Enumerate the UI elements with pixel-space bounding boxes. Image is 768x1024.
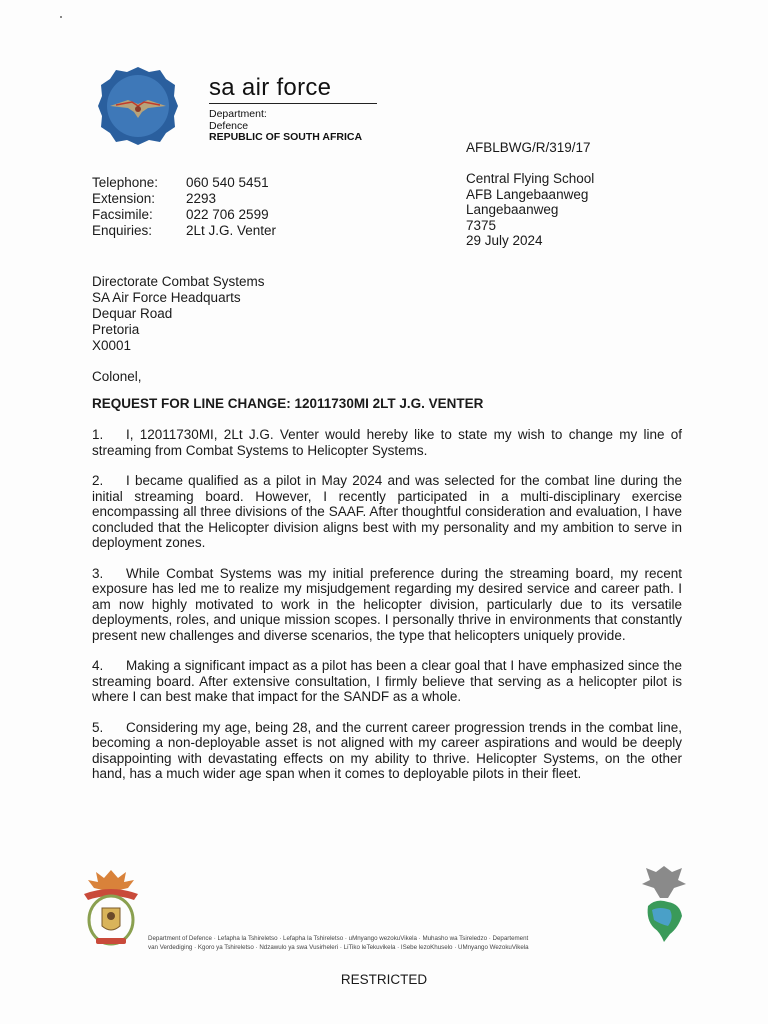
paragraph-number: 1. <box>92 427 104 442</box>
footer-departments <box>148 934 638 952</box>
paragraph-text: While Combat Systems was my initial preference during the streaming board, my recent exposure has led me to realize my misjudgement regarding my desired service and career path. I am now highly motivated to work in the helicopter division, particularly due to its versatile deployments, roles, and unique mission scopes. I personally thrive in environments that constantly present new challenges and diverse scenarios, the type that helicopters uniquely provide. <box>92 565 682 643</box>
paragraph-text: Making a significant impact as a pilot has been a clear goal that I have emphasized since the streaming board. After extensive consultation, I firmly believe that serving as a helicopter pilot is where I can best make that impact for the SANDF as a whole. <box>92 658 682 704</box>
classification-marking: RESTRICTED <box>340 972 428 987</box>
contact-row-facsimile <box>92 207 276 223</box>
sender-address <box>466 171 594 249</box>
contact-row-telephone <box>92 175 276 191</box>
footer-line: Department of Defence · Lefapha la Tshireletso · Lefapha la Tshireletso · uMnyango wezokuVikela · Muhasho wa Tsireledzo · Departement <box>148 935 529 942</box>
contact-label: Enquiries: <box>92 223 153 238</box>
department-name: Defence <box>209 119 249 132</box>
contact-value: 2293 <box>186 191 217 206</box>
address-line: SA Air Force Headquarts <box>92 290 241 305</box>
paragraph <box>92 720 682 782</box>
paragraph-text: I became qualified as a pilot in May 2024 and was selected for the combat line during the initial streaming board. However, I recently participated in a multi-disciplinary exercise encompassing all three divisions of the SAAF. After thoughtful consideration and evaluation, I have concluded that the Helicopter division aligns best with my personality and my ambition to serve in deployment zones. <box>92 473 682 550</box>
address-line: Dequar Road <box>92 306 173 321</box>
letter-body <box>92 427 682 797</box>
paragraph <box>92 427 682 458</box>
paragraph <box>92 473 682 551</box>
address-line: X0001 <box>92 338 132 353</box>
address-line: Directorate Combat Systems <box>92 274 265 289</box>
paragraph-text: Considering my age, being 28, and the current career progression trends in the combat line, becoming a non-deployable asset is not aligned with my career aspirations and would be deeply disappointing with devastating effects on my ability to thrive. Helicopter Systems, on the other hand, has a much wider age span when it comes to deployable pilots in their fleet. <box>92 719 682 781</box>
contact-label: Telephone: <box>92 175 159 190</box>
recipient-address <box>92 274 265 354</box>
coat-of-arms-icon <box>76 866 146 950</box>
eagle-emblem-icon <box>638 862 690 948</box>
contact-block <box>92 175 276 239</box>
letter-date: 29 July 2024 <box>466 233 543 248</box>
paragraph-number: 3. <box>92 565 104 581</box>
footer-line: van Verdediging · Kgoro ya Tshireletso · Ndzawulo ya swa Vusirheleri · LiTiko leTekuvikela · ISebe lezoKhuselo · UMnyango WezokuVikela <box>148 944 529 951</box>
contact-row-extension <box>92 191 276 207</box>
scan-speck <box>60 16 62 18</box>
address-line: Langebaanweg <box>466 202 559 217</box>
contact-label: Facsimile: <box>92 207 153 222</box>
address-line: Pretoria <box>92 322 140 337</box>
contact-value: 022 706 2599 <box>186 207 269 222</box>
contact-row-enquiries <box>92 223 276 239</box>
paragraph-number: 2. <box>92 473 104 488</box>
sa-air-force-roundel-logo <box>98 66 178 146</box>
paragraph-number: 4. <box>92 658 104 673</box>
country-name: REPUBLIC OF SOUTH AFRICA <box>209 131 363 143</box>
contact-label: Extension: <box>92 191 156 206</box>
salutation: Colonel, <box>92 369 142 384</box>
subject-line: REQUEST FOR LINE CHANGE: 12011730MI 2LT J.G. VENTER <box>92 396 484 411</box>
reference-number: AFBLBWG/R/319/17 <box>466 140 591 155</box>
brand-title: sa air force <box>209 74 332 101</box>
paragraph <box>92 566 682 644</box>
address-line: AFB Langebaanweg <box>466 186 589 202</box>
address-line: 7375 <box>466 217 497 233</box>
address-line: Central Flying School <box>466 171 595 186</box>
paragraph-text: I, 12011730MI, 2Lt J.G. Venter would hereby like to state my wish to change my line of streaming from Combat Systems to Helicopter Systems. <box>92 427 682 458</box>
brand-underline <box>209 103 377 104</box>
department-block <box>209 109 362 144</box>
contact-value: 2Lt J.G. Venter <box>186 223 277 238</box>
department-label: Department: <box>209 108 267 120</box>
contact-value: 060 540 5451 <box>186 175 269 190</box>
paragraph <box>92 658 682 705</box>
paragraph-number: 5. <box>92 719 104 735</box>
